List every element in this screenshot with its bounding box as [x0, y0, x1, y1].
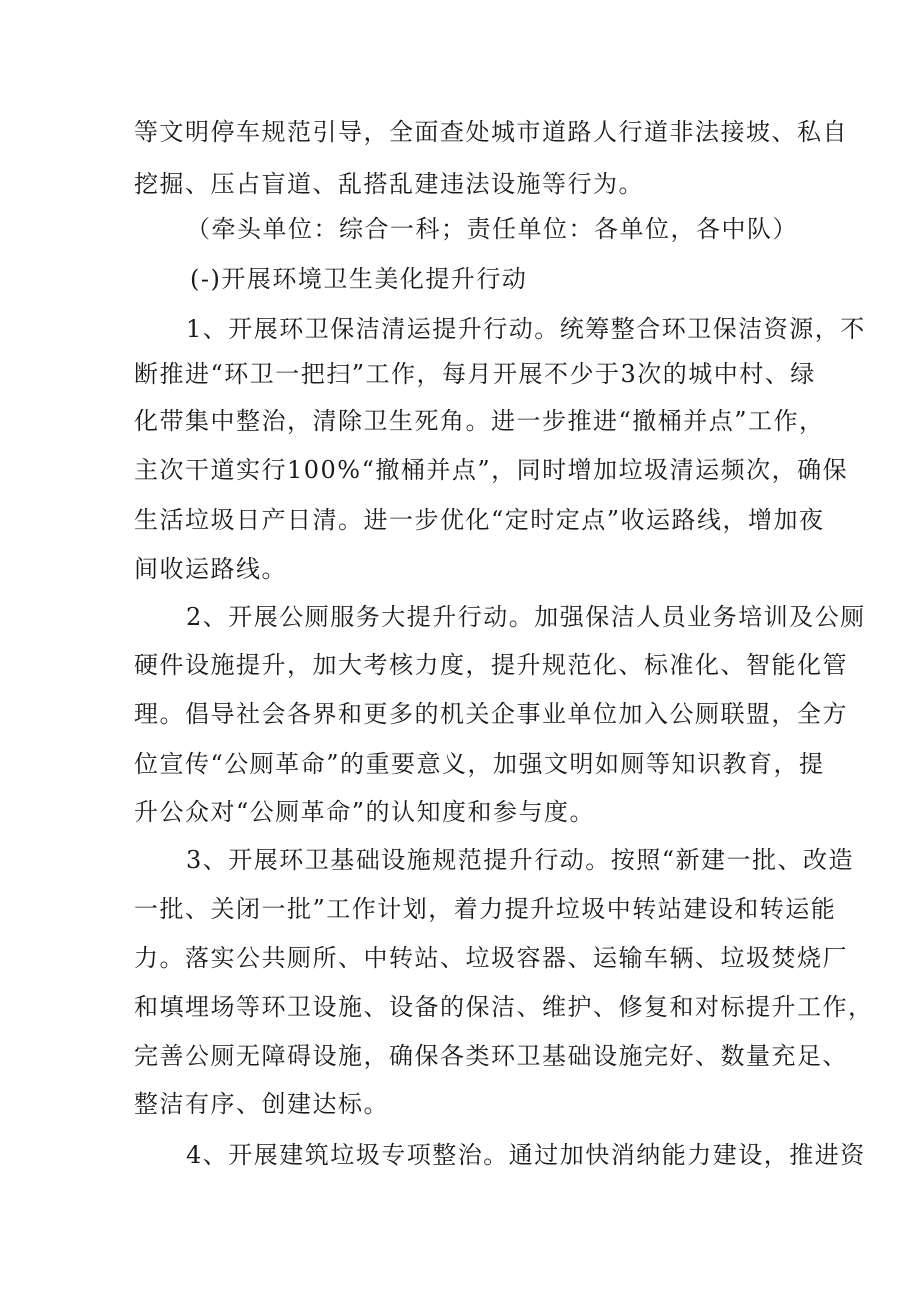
section-heading: (-)开展环境卫生美化提升行动	[190, 265, 528, 293]
item-3-line-2: 一批、关闭一批”工作计划，着力提升垃圾中转站建设和转运能	[134, 895, 837, 923]
item-1-line-3: 化带集中整治，清除卫生死角。进一步推进“撤桶并点”工作，	[134, 407, 825, 435]
item-1-line-1: 1、开展环卫保洁清运提升行动。统筹整合环卫保洁资源，不	[186, 315, 866, 343]
item-3-line-3: 力。落实公共厕所、中转站、垃圾容器、运输车辆、垃圾焚烧厂	[134, 944, 848, 972]
item-3-line-4: 和填埋场等环卫设施、设备的保洁、维护、修复和对标提升工作，	[134, 993, 874, 1021]
item-4-line-1: 4、开展建筑垃圾专项整治。通过加快消纳能力建设，推进资	[186, 1141, 866, 1169]
responsibility-note: （牵头单位：综合一科；责任单位：各单位，各中队）	[186, 215, 798, 243]
intro-line-2: 挖掘、压占盲道、乱搭乱建违法设施等行为。	[134, 170, 644, 198]
intro-line-1: 等文明停车规范引导，全面查处城市道路人行道非法接坡、私自	[134, 118, 848, 146]
item-2-line-5: 升公众对“公厕革命”的认知度和参与度。	[134, 798, 596, 826]
item-3-line-6: 整洁有序、创建达标。	[134, 1090, 389, 1118]
item-2-line-1: 2、开展公厕服务大提升行动。加强保洁人员业务培训及公厕	[186, 603, 866, 631]
item-2-line-3: 理。倡导社会各界和更多的机关企事业单位加入公厕联盟，全方	[134, 700, 848, 728]
item-1-line-5: 生活垃圾日产日清。进一步优化“定时定点”收运路线，增加夜	[134, 506, 825, 534]
item-1-line-6: 间收运路线。	[134, 555, 287, 583]
item-3-line-1: 3、开展环卫基础设施规范提升行动。按照“新建一批、改造	[186, 846, 855, 874]
item-1-line-2: 断推进“环卫一把扫”工作，每月开展不少于3次的城中村、绿	[134, 360, 816, 388]
item-2-line-2: 硬件设施提升，加大考核力度，提升规范化、标准化、智能化管	[134, 651, 848, 679]
item-3-line-5: 完善公厕无障碍设施，确保各类环卫基础设施完好、数量充足、	[134, 1042, 848, 1070]
item-1-line-4: 主次干道实行100%“撤桶并点”，同时增加垃圾清运频次，确保	[134, 456, 849, 484]
item-2-line-4: 位宣传“公厕革命”的重要意义，加强文明如厕等知识教育，提	[134, 750, 825, 778]
